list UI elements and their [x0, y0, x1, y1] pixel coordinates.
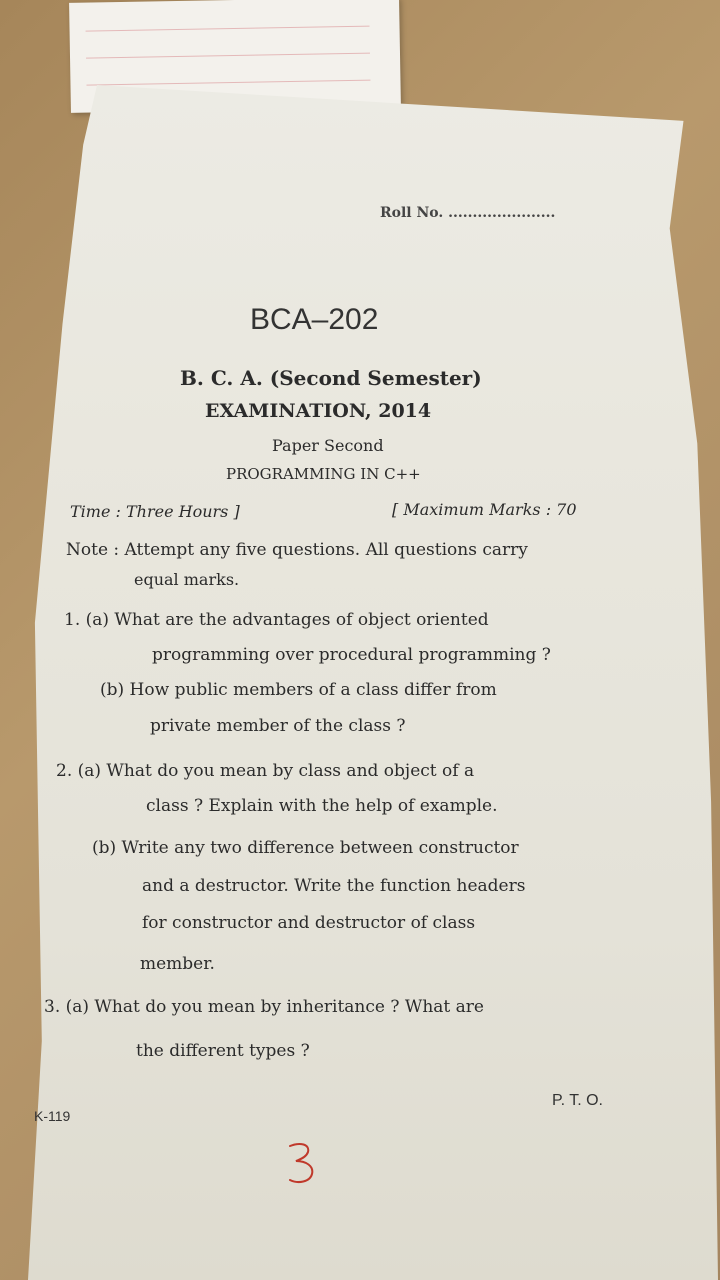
question-1a-line-1: 1. (a) What are the advantages of object oriented — [64, 610, 489, 630]
question-2a-line-2: class ? Explain with the help of example. — [146, 796, 498, 816]
question-2b-line-2: and a destructor. Write the function headers — [142, 876, 526, 896]
question-2b-line-4: member. — [140, 954, 215, 974]
question-3a-line-1: 3. (a) What do you mean by inheritance ? What are — [44, 997, 484, 1017]
question-2b-line-1: (b) Write any two difference between constructor — [92, 838, 519, 858]
subject-title: PROGRAMMING IN C++ — [226, 465, 421, 483]
paper-number: Paper Second — [272, 436, 384, 455]
roll-number-field: Roll No. ...................... — [380, 205, 556, 221]
question-3a-line-2: the different types ? — [136, 1041, 310, 1061]
time-allowed: Time : Three Hours ] — [70, 502, 240, 521]
maximum-marks: [ Maximum Marks : 70 — [392, 500, 577, 519]
handwritten-page-number — [282, 1140, 322, 1186]
note-line-1: Note : Attempt any five questions. All questions carry — [66, 540, 528, 560]
pto-label: P. T. O. — [552, 1092, 603, 1109]
question-1a-line-2: programming over procedural programming ? — [152, 645, 551, 665]
question-2b-line-3: for constructor and destructor of class — [142, 913, 476, 933]
question-1b-line-1: (b) How public members of a class differ from — [100, 680, 497, 700]
page-code: K-119 — [34, 1108, 71, 1124]
note-line-2: equal marks. — [134, 570, 240, 589]
degree-title: B. C. A. (Second Semester) — [180, 366, 482, 390]
question-2a-line-1: 2. (a) What do you mean by class and object of a — [56, 761, 475, 781]
exam-title: EXAMINATION, 2014 — [205, 400, 432, 422]
paper-code: BCA–202 — [250, 303, 379, 336]
question-1b-line-2: private member of the class ? — [150, 716, 406, 736]
